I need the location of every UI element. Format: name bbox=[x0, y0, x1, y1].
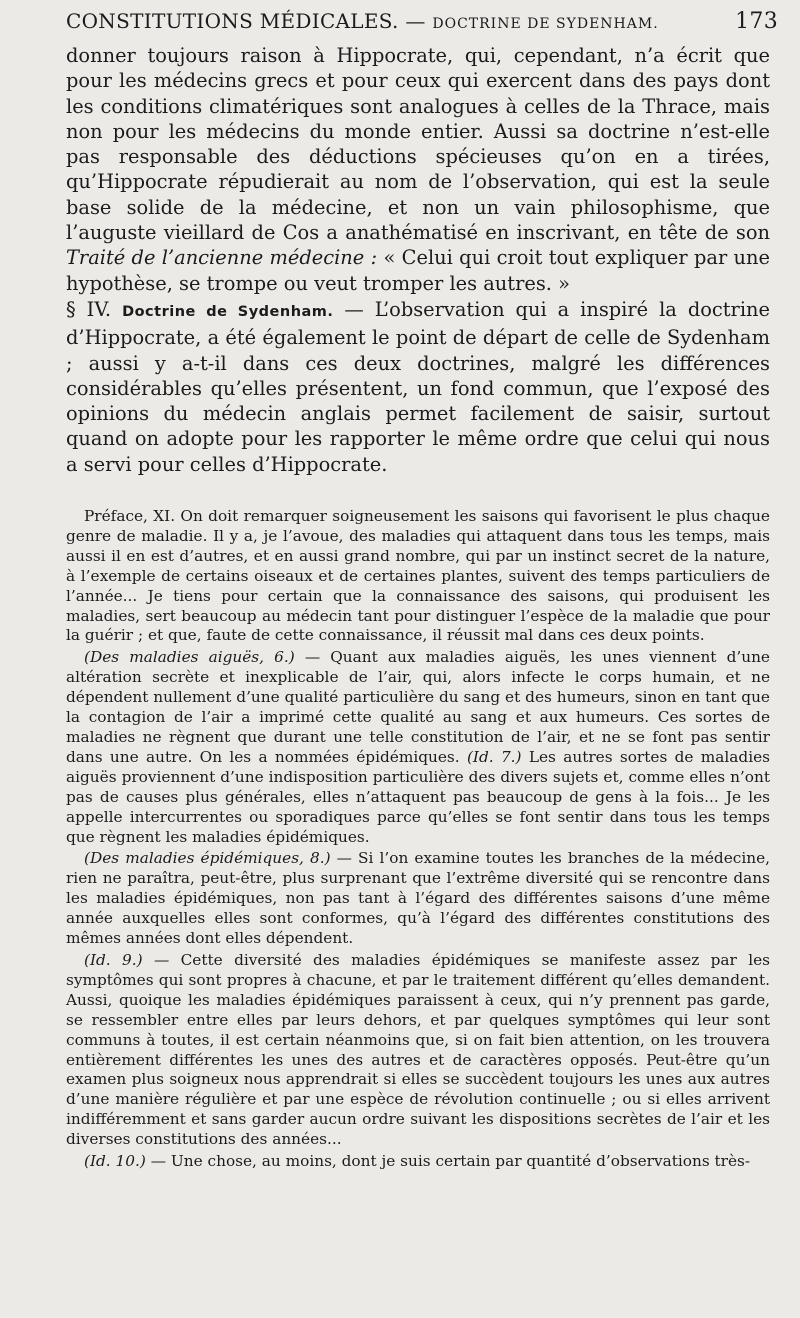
note-id-9: (Id. 9.) — Cette diversité des maladies épidémiques se manifeste assez par les symptômes qui sont propres à chacune, et par le traitement différent qu’elles demandent. Aussi, quoique les maladies épidémiques paraissent à ceux, qui n’y prennent pas garde, se ressembler entre elles par leurs dehors, et par quelques symptômes qui leur sont communs à toutes, il est certain néanmoins que, si on fait bien attention, on les trouvera entièrement différentes les unes des autres et de caractères opposés. Peut-être qu’un examen plus soigneux nous apprendrait si elles se succèdent toujours les unes aux autres d’une manière régulière et par une espèce de révolution continuelle ; ou si elles arrivent indifféremment et sans garder aucun ordre suivant les dispositions secrètes de l’air et les diverses constitutions des années... bbox=[66, 950, 770, 1149]
note-maladies-aigues: (Des maladies aiguës, 6.) — Quant aux maladies aiguës, les unes viennent d’une altération secrète et inexplicable de l’air, qui, alors infecte le corps humain, et ne dépendent nullement d’une qualité particulière du sang et des humeurs, sinon en tant que la contagion de l’air a imprimé cette qualité au sang et aux humeurs. Ces sortes de maladies ne règnent que durant une telle constitution de l’air, et ne se font pas sentir dans une autre. On les a nommées épidémiques. (Id. 7.) Les autres sortes de maladies aiguës proviennent d’une indisposition particulière des divers sujets et, comme elles n’ont pas de causes plus générales, elles n’attaquent pas beaucoup de gens à la fois... Je les appelle intercurrentes ou sporadiques parce qu’elles se font sentir dans tous les temps que règnent les maladies épidémiques. bbox=[66, 648, 770, 846]
header-separator: — bbox=[405, 9, 426, 33]
note-reference: (Des maladies aiguës, 6.) bbox=[84, 648, 295, 667]
note-reference: (Id. 9.) bbox=[84, 950, 143, 969]
section-dash: — bbox=[344, 297, 364, 321]
note-reference: (Des maladies épidémiques, 8.) bbox=[84, 849, 331, 868]
page-number: 173 bbox=[735, 9, 778, 34]
italic-title: Traité de l’ancienne médecine : bbox=[66, 246, 378, 270]
running-title: CONSTITUTIONS MÉDICALES. bbox=[66, 9, 399, 33]
note-id-10: (Id. 10.) — Une chose, au moins, dont je suis certain par quantité d’observations très- bbox=[84, 1152, 751, 1171]
footnotes bbox=[66, 507, 770, 1172]
main-text bbox=[66, 43, 770, 477]
running-header bbox=[66, 8, 778, 37]
section-number: § IV. bbox=[66, 297, 112, 321]
note-maladies-epidemiques: (Des maladies épidémiques, 8.) — Si l’on examine toutes les branches de la médecine, rien ne paraîtra, peut-être, plus surprenant que l’extrême diversité qui se rencontre dans les maladies épidémiques, non pas tant à l’égard des différentes saisons d’une même année auxquelles elles sont conformes, qu’à l’égard des différentes constitutions des mêmes années dont elles dépendent. bbox=[66, 849, 770, 948]
note-reference: (Id. 10.) bbox=[84, 1152, 146, 1171]
note-reference: (Id. 7.) bbox=[466, 747, 522, 766]
paragraph-hippocrate: donner toujours raison à Hippocrate, qui, cependant, n’a écrit que pour les médecins grecs et pour ceux qui exercent dans des pays dont les conditions climatériques sont analogues à celles de la Thrace, mais non pour les médecins du monde entier. Aussi sa doctrine n’est-elle pas responsable des déductions spécieuses qu’on en a tirées, qu’Hippocrate répudierait au nom de l’observation, qui est la seule base solide de la médecine, et non un vain philosophisme, que l’auguste vieillard de Cos a anathématisé en inscrivant, en tête de son Traité de l’ancienne médecine : « Celui qui croit tout expliquer par une hypothèse, se trompe ou veut tromper les autres. » bbox=[66, 44, 770, 295]
section-heading: Doctrine de Sydenham. bbox=[122, 303, 334, 320]
running-title-group bbox=[66, 8, 659, 37]
note-preface: Préface, XI. On doit remarquer soigneusement les saisons qui favorisent le plus chaque genre de maladie. Il y a, je l’avoue, des maladies qui attaquent dans tous les temps, mais aussi il en est d’autres, et en aussi grand nombre, qui par un instinct secret de la nature, à l’exemple de certains oiseaux et de certaines plantes, suivent des temps particuliers de l’année... Je tiens pour certain que la connaissance des saisons, qui produisent les maladies, sert beaucoup au médecin tant pour distinguer l’espèce de la maladie que pour la guérir ; et que, faute de cette connaissance, il réussit mal dans ces deux points. bbox=[66, 507, 770, 645]
paragraph-sydenham: § IV. Doctrine de Sydenham. — L’observation qui a inspiré la doctrine d’Hippocrate, a été également le point de départ de celle de Sydenham ; aussi y a-t-il dans ces deux doctrines, malgré les différences considérables qu’elles présentent, un fond commun, que l’exposé des opinions du médecin anglais permet facilement de saisir, surtout quand on adopte pour les rapporter le même ordre que celui qui nous a servi pour celles d’Hippocrate. bbox=[66, 297, 770, 476]
section-running-title: DOCTRINE DE SYDENHAM. bbox=[432, 16, 659, 32]
